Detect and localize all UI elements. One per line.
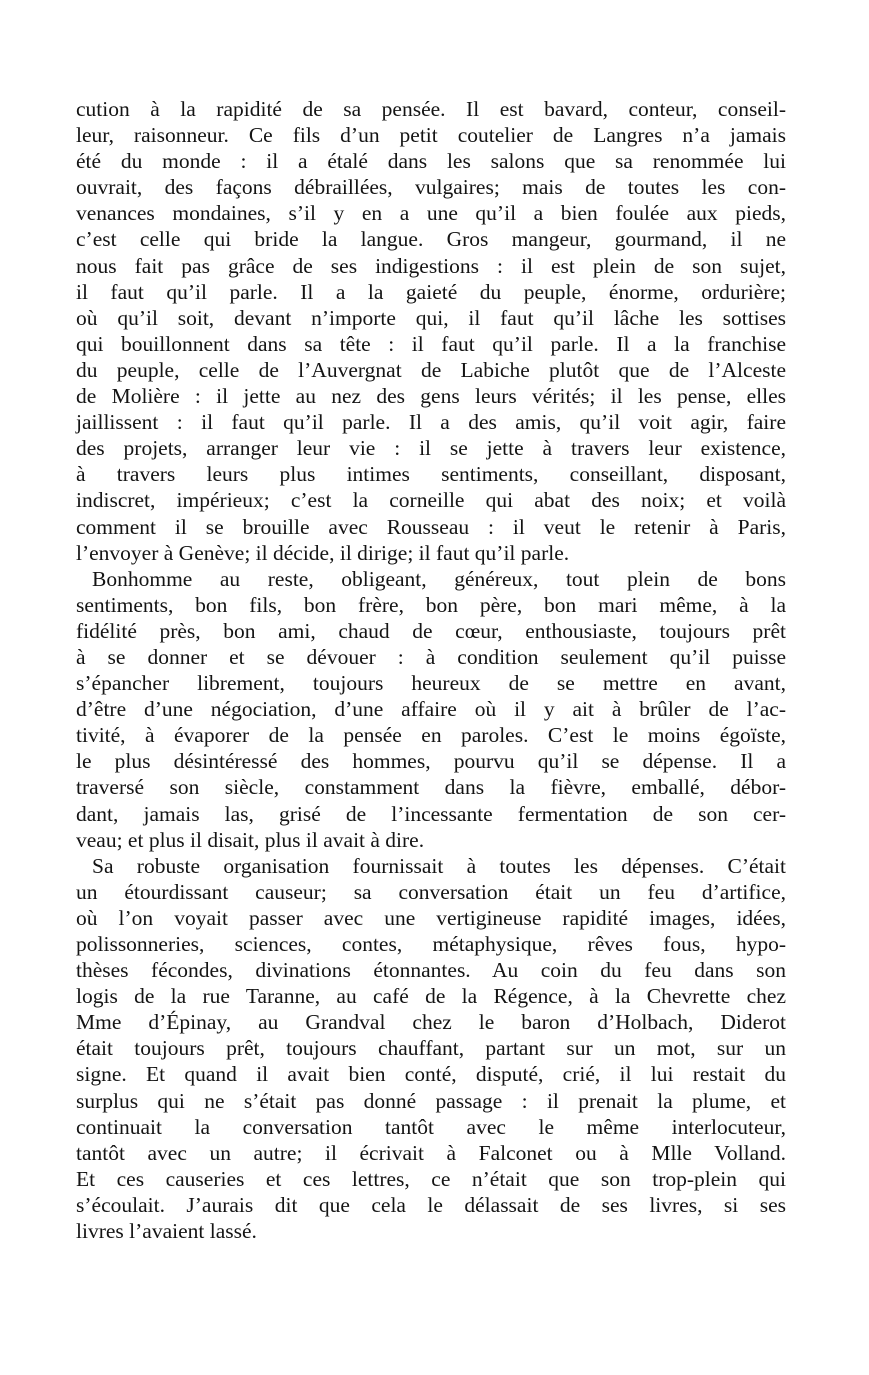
text-line: livres l’avaient lassé. — [76, 1219, 257, 1244]
text-line: s’écoulait. J’aurais dit que cela le délassait de ses livres, si ses — [76, 1192, 786, 1217]
text-line: signe. Et quand il avait bien conté, disputé, crié, il lui restait du — [76, 1062, 786, 1087]
text-line: veau; et plus il disait, plus il avait à dire. — [76, 827, 425, 852]
text-line: été du monde : il a étalé dans les salons que sa renommée lui — [76, 149, 786, 174]
text-line: Et ces causeries et ces lettres, ce n’était que son trop-plein qui — [76, 1166, 786, 1191]
text-line: fidélité près, bon ami, chaud de cœur, enthousiaste, toujours prêt — [76, 618, 786, 643]
text-line: était toujours prêt, toujours chauffant, partant sur un mot, sur un — [76, 1036, 786, 1061]
page-body — [76, 96, 786, 1244]
text-line: sentiments, bon fils, bon frère, bon père, bon mari même, à la — [76, 592, 786, 617]
text-line: d’être d’une négociation, d’une affaire où il y ait à brûler de l’ac- — [76, 697, 786, 722]
text-line: s’épancher librement, toujours heureux de se mettre en avant, — [76, 671, 786, 696]
text-line: le plus désintéressé des hommes, pourvu qu’il se dépense. Il a — [76, 749, 786, 774]
text-line: logis de la rue Taranne, au café de la Régence, à la Chevrette chez — [76, 984, 786, 1009]
paragraph — [76, 96, 786, 566]
text-line: ouvrait, des façons débraillées, vulgaires; mais de toutes les con- — [76, 175, 786, 200]
text-line: dant, jamais las, grisé de l’incessante fermentation de son cer- — [76, 801, 786, 826]
paragraph — [76, 853, 786, 1244]
text-line: un étourdissant causeur; sa conversation était un feu d’artifice, — [76, 879, 786, 904]
text-line: surplus qui ne s’était pas donné passage : il prenait la plume, et — [76, 1088, 786, 1113]
text-line: Bonhomme au reste, obligeant, généreux, tout plein de bons — [92, 566, 786, 591]
text-line: tivité, à évaporer de la pensée en paroles. C’est le moins égoïste, — [76, 723, 786, 748]
text-line: l’envoyer à Genève; il décide, il dirige; il faut qu’il parle. — [76, 540, 570, 565]
paragraph — [76, 566, 786, 853]
text-line: il faut qu’il parle. Il a la gaieté du peuple, énorme, ordurière; — [76, 279, 786, 304]
text-line: à travers leurs plus intimes sentiments, conseillant, disposant, — [76, 462, 786, 487]
text-line: c’est celle qui bride la langue. Gros mangeur, gourmand, il ne — [76, 227, 786, 252]
text-line: des projets, arranger leur vie : il se jette à travers leur existence, — [76, 436, 786, 461]
text-line: où qu’il soit, devant n’importe qui, il faut qu’il lâche les sottises — [76, 305, 786, 330]
text-line: indiscret, impérieux; c’est la corneille qui abat des noix; et voilà — [76, 488, 786, 513]
text-line: du peuple, celle de l’Auvergnat de Labiche plutôt que de l’Alceste — [76, 357, 786, 382]
text-line: Sa robuste organisation fournissait à toutes les dépenses. C’était — [92, 853, 786, 878]
text-line: continuait la conversation tantôt avec le même interlocuteur, — [76, 1114, 786, 1139]
text-line: cution à la rapidité de sa pensée. Il est bavard, conteur, conseil- — [76, 97, 786, 121]
text-line: leur, raisonneur. Ce fils d’un petit coutelier de Langres n’a jamais — [76, 123, 786, 148]
text-line: traversé son siècle, constamment dans la fièvre, emballé, débor- — [76, 775, 786, 800]
text-line: Mme d’Épinay, au Grandval chez le baron d’Holbach, Diderot — [76, 1010, 786, 1035]
text-line: thèses fécondes, divinations étonnantes. Au coin du feu dans son — [76, 958, 786, 983]
text-line: à se donner et se dévouer : à condition seulement qu’il puisse — [76, 644, 786, 669]
text-line: venances mondaines, s’il y en a une qu’il a bien foulée aux pieds, — [76, 201, 786, 226]
text-line: polissonneries, sciences, contes, métaphysique, rêves fous, hypo- — [76, 932, 786, 956]
text-line: de Molière : il jette au nez des gens leurs vérités; il les pense, elles — [76, 384, 786, 409]
text-line: nous fait pas grâce de ses indigestions : il est plein de son sujet, — [76, 253, 786, 278]
text-line: comment il se brouille avec Rousseau : il veut le retenir à Paris, — [76, 514, 786, 539]
text-line: qui bouillonnent dans sa tête : il faut qu’il parle. Il a la franchise — [76, 331, 786, 356]
text-line: où l’on voyait passer avec une vertigineuse rapidité images, idées, — [76, 905, 786, 930]
text-line: jaillissent : il faut qu’il parle. Il a des amis, qu’il voit agir, faire — [76, 410, 786, 435]
text-line: tantôt avec un autre; il écrivait à Falconet ou à Mlle Volland. — [76, 1140, 786, 1165]
